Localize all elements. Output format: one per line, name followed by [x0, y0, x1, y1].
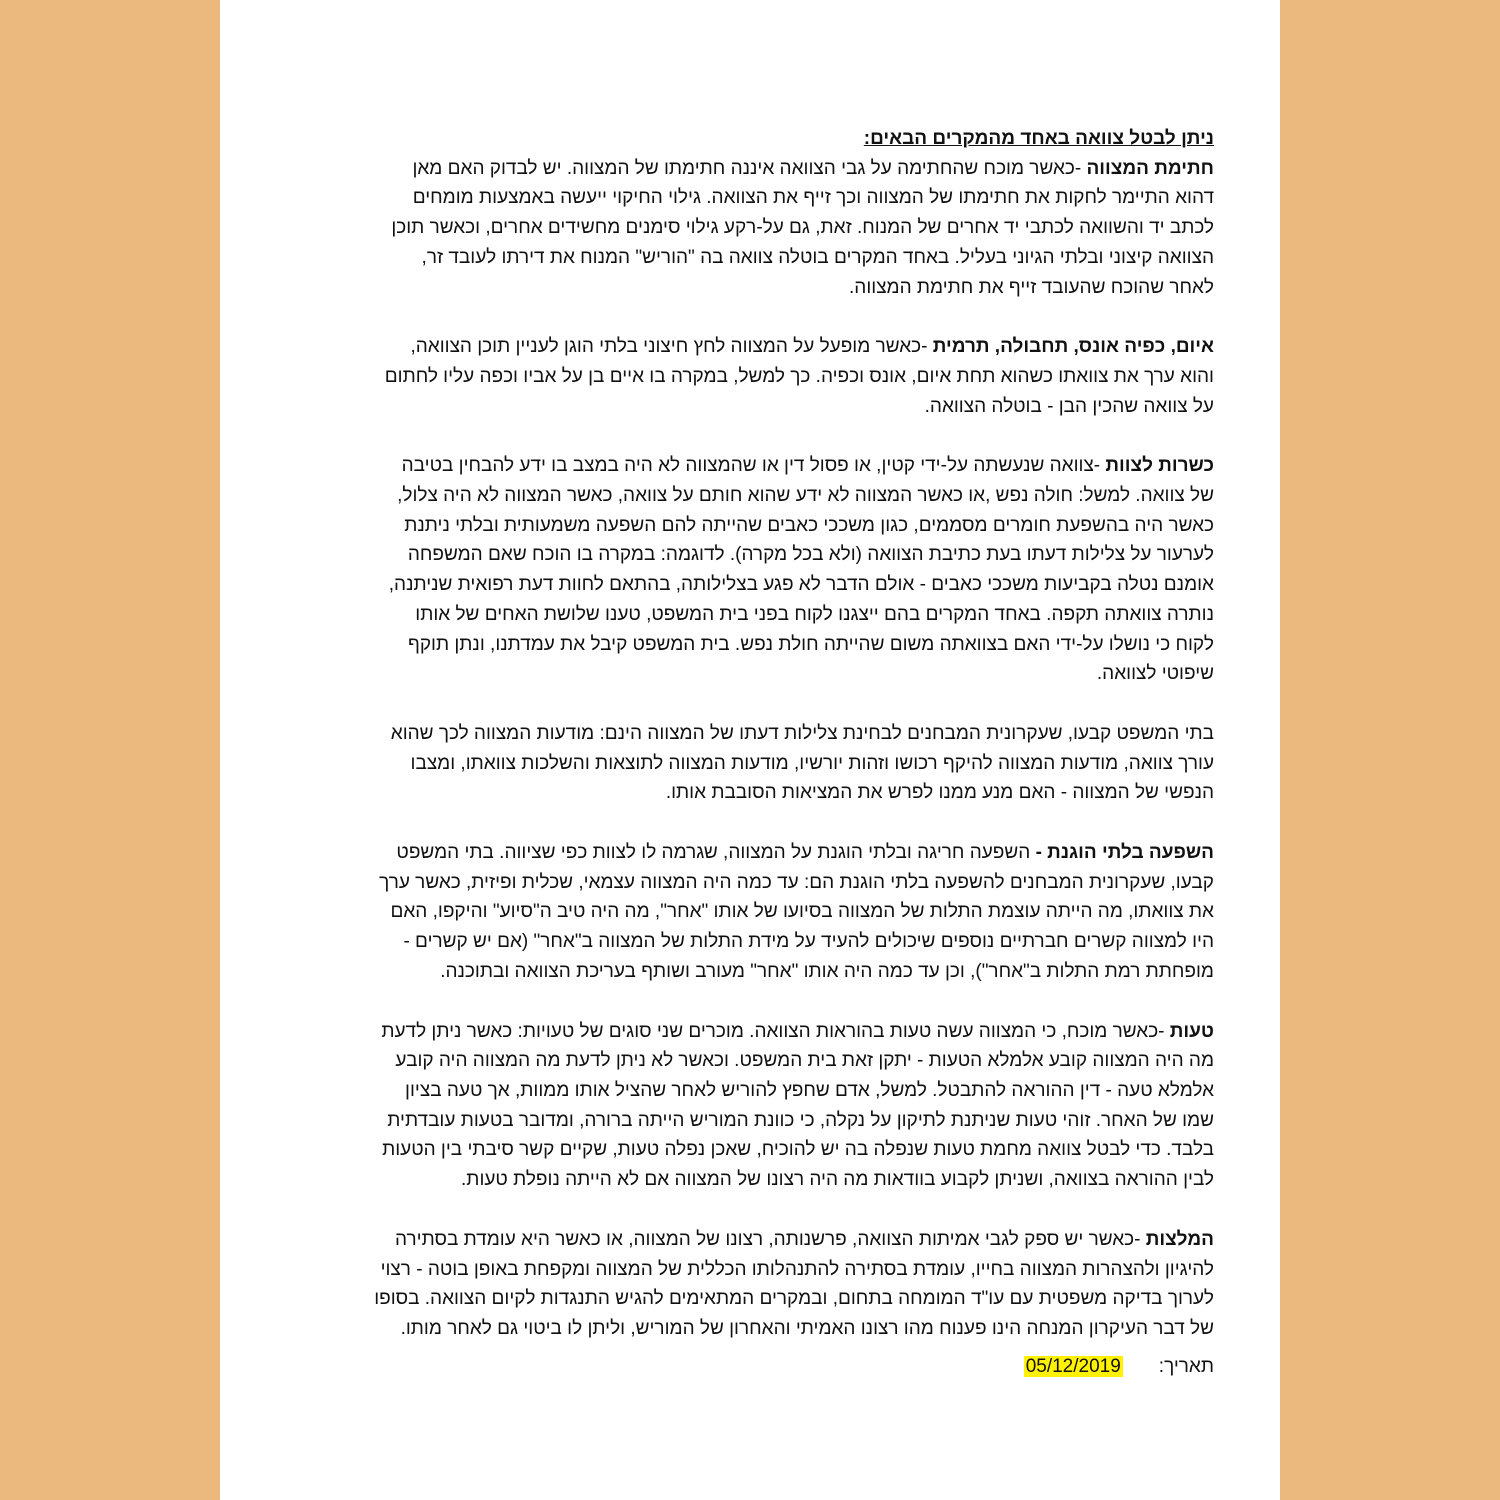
section-recommendations — [374, 1225, 1214, 1344]
section-term: איום, כפיה אונס, תחבולה, תרמית — [932, 336, 1214, 358]
date-row — [374, 1352, 1214, 1382]
section-text: בתי המשפט קבעו, שעקרונית המבחנים לבחינת צלילות דעתו של המצווה הינם: מודעות המצווה לכך שהוא עורך צוואה, מודעות המצווה להיקף רכושו וזהות יורשיו, מודעות המצווה לתוצאות והשלכות צוואתו, ומצבו הנפשי של המצווה - האם מנע ממנו לפרש את המציאות הסובבת אותו. — [390, 722, 1214, 804]
section-paragraph — [374, 1225, 1214, 1344]
section-term: השפעה בלתי הוגנת - — [1035, 842, 1214, 864]
section-undue-influence — [374, 838, 1214, 987]
document-body — [374, 124, 1214, 1381]
section-paragraph — [374, 154, 1214, 303]
section-text: -כאשר מופעל על המצווה לחץ חיצוני בלתי הוגן לעניין תוכן הצוואה, והוא ערך את צוואתו כשהוא תחת איום, אונס וכפיה. כך למשל, במקרה בו איים בן על אביו וכפה עליו לחתום על צוואה שהכין הבן - בוטלה הצוואה. — [384, 336, 1214, 417]
section-coercion — [374, 332, 1214, 421]
section-capacity-tests — [374, 719, 1214, 808]
section-term: המלצות — [1145, 1228, 1214, 1250]
section-text: השפעה חריגה ובלתי הוגנת על המצווה, שגרמה לו לצוות כפי שציווה. בתי המשפט קבעו, שעקרונית המבחנים להשפעה בלתי הוגנת הם: עד כמה היה המצווה עצמאי, שכלית ופיזית, כאשר ערך את צוואתו, מה הייתה עוצמת התלות של המצווה בסיועו של אותו "אחר", מה היה טיב ה"סיוע" והיקפו, האם היו למצווה קשרים חברתיים נוספים שיכולים להעיד על מידת התלות של המצווה ב"אחר" (אם יש קשרים - מופחתת רמת התלות ב"אחר"), וכן עד כמה היה אותו "אחר" מעורב ושותף בעריכת הצוואה ובתוכנה. — [379, 842, 1214, 982]
section-signature — [374, 154, 1214, 303]
section-term: טעות — [1169, 1020, 1214, 1042]
section-capacity — [374, 451, 1214, 689]
section-text: -כאשר מוכח שהחתימה על גבי הצוואה איננה חתימתו של המצווה. יש לבדוק האם מאן דהוא התיימר לחקות את חתימתו של המצווה וכך זייף את הצוואה. גילוי החיקוי ייעשה באמצעות מומחים לכתב יד והשוואה לכתבי יד אחרים של המנוח. זאת, גם על-רקע גילוי סימנים מחשידים אחרים, וכאשר תוכן הצוואה קיצוני ובלתי הגיוני בעליל. באחד המקרים בוטלה צוואה בה "הוריש" המנוח את דירתו לעובד זר, לאחר שהוכח שהעובד זייף את חתימת המצווה. — [391, 157, 1214, 298]
section-paragraph — [374, 838, 1214, 987]
section-paragraph — [374, 451, 1214, 689]
section-paragraph — [374, 332, 1214, 421]
section-text: -כאשר יש ספק לגבי אמיתות הצוואה, פרשנותה, רצונו של המצווה, או כאשר היא עומדת בסתירה להיגיון ולהצהרות המצווה בחייו, עומדת בסתירה להתנהלותו הכללית של המצווה ומקפחת באופן בוטה - רצוי לערוך בדיקה משפטית עם עו"ד המומחה בתחום, ובמקרים המתאימים להגיש התנגדות לקיום הצוואה. בסופו של דבר העיקרון המנחה הינו פענוח מהו רצונו האמיתי והאחרון של המוריש, וליתן לו ביטוי גם לאחר מותו. — [374, 1228, 1214, 1339]
section-paragraph — [374, 1017, 1214, 1195]
section-paragraph — [374, 719, 1214, 808]
section-term: חתימת המצווה — [1086, 157, 1214, 179]
section-text: -כאשר מוכח, כי המצווה עשה טעות בהוראות הצוואה. מוכרים שני סוגים של טעויות: כאשר ניתן לדעת מה היה המצווה קובע אלמלא הטעות - יתקן זאת בית המשפט. וכאשר לא ניתן לדעת מה המצווה היה קובע אלמלא טעה - דין ההוראה להתבטל. למשל, אדם שחפץ להוריש לאחר שהציל אותו ממוות, אך טעה בציון שמו של האחר. זוהי טעות שניתנת לתיקון על נקלה, כי כוונת המוריש הייתה ברורה, ומדובר בטעות עובדתית בלבד. כדי לבטל צוואה מחמת טעות שנפלה בה יש להוכיח, שאכן נפלה טעות, שקיים קשר סיבתי בין הטעות לבין ההוראה בצוואה, ושניתן לקבוע בוודאות מה היה רצונו של המצווה אם לא הייתה נופלת טעות. — [381, 1020, 1214, 1191]
date-label: תאריך: — [1158, 1355, 1214, 1377]
document-page — [220, 0, 1280, 1500]
document-title: ניתן לבטל צוואה באחד מהמקרים הבאים: — [863, 128, 1214, 149]
section-mistake — [374, 1017, 1214, 1195]
section-term: כשרות לצוות — [1105, 455, 1214, 477]
section-text: -צוואה שנעשתה על-ידי קטין, או פסול דין או שהמצווה לא היה במצב בו ידע להבחין בטיבה של צוואה. למשל: חולה נפש ,או כאשר המצווה לא ידע שהוא חותם על צוואה, כאשר המצווה לא היה צלול, כאשר היה בהשפעת חומרים מסממים, כגון משככי כאבים שהייתה להם השפעה משמעותית ובלתי ניתנת לערעור על צלילות דעתו בעת כתיבת הצוואה (ולא בכל מקרה). לדוגמה: במקרה בו הוכח שאם המשפחה אומנם נטלה בקביעות משככי כאבים - אולם הדבר לא פגע בצלילותה, בהתאם לחוות דעת רפואית שניתנה, נותרה צוואתה תקפה. באחד המקרים בהם ייצגנו לקוח בפני בית המשפט, טענו שלושת האחים של אותו לקוח כי נושלו על-ידי האם בצוואתה משום שהייתה חולת נפש. בית המשפט קיבל את עמדתנו, ונתן תוקף שיפוטי לצוואה. — [388, 455, 1214, 685]
date-value: 05/12/2019 — [1025, 1355, 1121, 1377]
